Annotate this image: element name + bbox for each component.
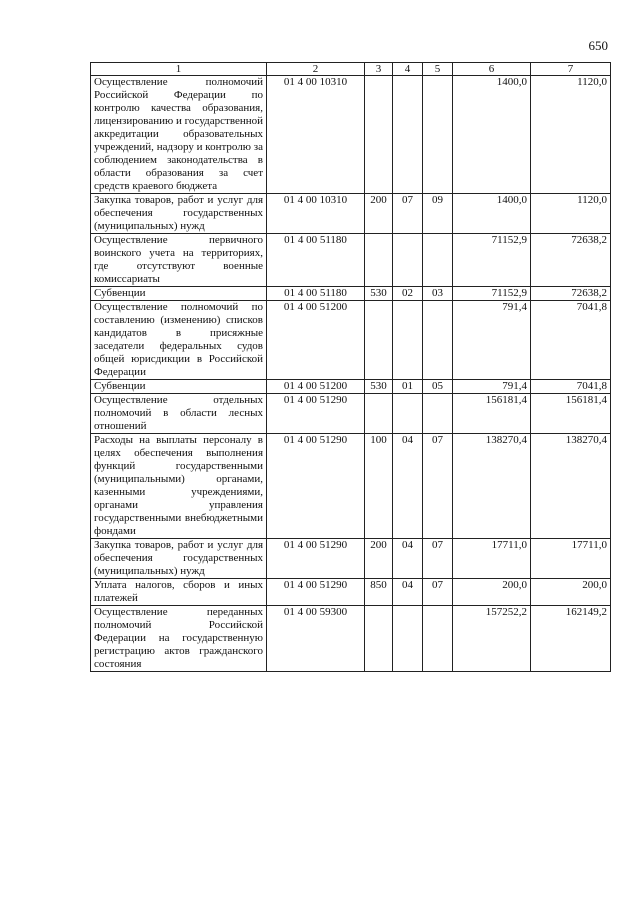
item-col5: 07 bbox=[423, 579, 453, 606]
item-code: 01 4 00 59300 bbox=[267, 606, 365, 672]
item-col4 bbox=[393, 606, 423, 672]
item-col4 bbox=[393, 394, 423, 434]
item-col3 bbox=[365, 394, 393, 434]
item-col3: 530 bbox=[365, 380, 393, 394]
item-col4 bbox=[393, 301, 423, 380]
header-col-4: 4 bbox=[393, 63, 423, 76]
item-name: Закупка товаров, работ и услуг для обеспечения государственных (муниципальных) нужд bbox=[91, 194, 267, 234]
item-amount-1: 156181,4 bbox=[453, 394, 531, 434]
item-name: Субвенции bbox=[91, 287, 267, 301]
item-col3: 200 bbox=[365, 194, 393, 234]
header-col-1: 1 bbox=[91, 63, 267, 76]
item-amount-2: 7041,8 bbox=[531, 301, 611, 380]
item-col4: 02 bbox=[393, 287, 423, 301]
item-amount-1: 1400,0 bbox=[453, 76, 531, 194]
table-row bbox=[91, 394, 611, 434]
item-name: Уплата налогов, сборов и иных платежей bbox=[91, 579, 267, 606]
item-col5 bbox=[423, 394, 453, 434]
item-col4: 07 bbox=[393, 194, 423, 234]
item-col4: 04 bbox=[393, 434, 423, 539]
item-col4: 04 bbox=[393, 579, 423, 606]
item-col5 bbox=[423, 76, 453, 194]
item-col5: 07 bbox=[423, 539, 453, 579]
item-name: Осуществление полномочий по составлению (изменению) списков кандидатов в присяжные заседатели федеральных судов общей юрисдикции в Российской Федерации bbox=[91, 301, 267, 380]
item-amount-1: 138270,4 bbox=[453, 434, 531, 539]
item-col4 bbox=[393, 76, 423, 194]
item-amount-1: 1400,0 bbox=[453, 194, 531, 234]
item-col3: 530 bbox=[365, 287, 393, 301]
item-amount-2: 7041,8 bbox=[531, 380, 611, 394]
item-code: 01 4 00 10310 bbox=[267, 76, 365, 194]
item-code: 01 4 00 10310 bbox=[267, 194, 365, 234]
item-col3 bbox=[365, 606, 393, 672]
item-amount-2: 162149,2 bbox=[531, 606, 611, 672]
header-col-7: 7 bbox=[531, 63, 611, 76]
item-col3 bbox=[365, 301, 393, 380]
table-row bbox=[91, 287, 611, 301]
table-row bbox=[91, 194, 611, 234]
header-col-3: 3 bbox=[365, 63, 393, 76]
item-amount-2: 72638,2 bbox=[531, 287, 611, 301]
item-col3: 100 bbox=[365, 434, 393, 539]
item-amount-1: 71152,9 bbox=[453, 234, 531, 287]
item-col5: 05 bbox=[423, 380, 453, 394]
header-col-5: 5 bbox=[423, 63, 453, 76]
table-header-row bbox=[91, 63, 611, 76]
item-code: 01 4 00 51180 bbox=[267, 287, 365, 301]
item-col4: 01 bbox=[393, 380, 423, 394]
header-col-6: 6 bbox=[453, 63, 531, 76]
item-amount-2: 1120,0 bbox=[531, 76, 611, 194]
item-amount-2: 72638,2 bbox=[531, 234, 611, 287]
item-col5: 03 bbox=[423, 287, 453, 301]
item-amount-1: 791,4 bbox=[453, 301, 531, 380]
item-code: 01 4 00 51290 bbox=[267, 579, 365, 606]
table-row bbox=[91, 76, 611, 194]
item-amount-1: 157252,2 bbox=[453, 606, 531, 672]
item-amount-2: 17711,0 bbox=[531, 539, 611, 579]
item-col5: 09 bbox=[423, 194, 453, 234]
item-name: Осуществление первичного воинского учета на территориях, где отсутствуют военные комиссариаты bbox=[91, 234, 267, 287]
item-col4 bbox=[393, 234, 423, 287]
table-row bbox=[91, 301, 611, 380]
item-code: 01 4 00 51290 bbox=[267, 539, 365, 579]
table-row bbox=[91, 579, 611, 606]
budget-table bbox=[90, 62, 611, 672]
item-name: Расходы на выплаты персоналу в целях обеспечения выполнения функций государственными (муниципальными) органами, казенными учреждениями, органами управления государственными внебюджетными фондами bbox=[91, 434, 267, 539]
header-col-2: 2 bbox=[267, 63, 365, 76]
item-amount-2: 1120,0 bbox=[531, 194, 611, 234]
item-code: 01 4 00 51200 bbox=[267, 301, 365, 380]
item-amount-1: 200,0 bbox=[453, 579, 531, 606]
item-col4: 04 bbox=[393, 539, 423, 579]
table-row bbox=[91, 434, 611, 539]
item-name: Осуществление переданных полномочий Российской Федерации на государственную регистрацию актов гражданского состояния bbox=[91, 606, 267, 672]
item-amount-1: 791,4 bbox=[453, 380, 531, 394]
item-code: 01 4 00 51180 bbox=[267, 234, 365, 287]
item-amount-1: 71152,9 bbox=[453, 287, 531, 301]
item-code: 01 4 00 51290 bbox=[267, 434, 365, 539]
item-col3 bbox=[365, 76, 393, 194]
item-amount-2: 200,0 bbox=[531, 579, 611, 606]
item-col3 bbox=[365, 234, 393, 287]
item-name: Закупка товаров, работ и услуг для обеспечения государственных (муниципальных) нужд bbox=[91, 539, 267, 579]
table-row bbox=[91, 606, 611, 672]
item-name: Осуществление отдельных полномочий в области лесных отношений bbox=[91, 394, 267, 434]
page-number: 650 bbox=[588, 38, 608, 53]
item-amount-2: 156181,4 bbox=[531, 394, 611, 434]
item-amount-1: 17711,0 bbox=[453, 539, 531, 579]
table-body bbox=[91, 76, 611, 672]
item-name: Субвенции bbox=[91, 380, 267, 394]
table-row bbox=[91, 380, 611, 394]
item-col3: 200 bbox=[365, 539, 393, 579]
item-col5 bbox=[423, 234, 453, 287]
item-col5 bbox=[423, 606, 453, 672]
table-row bbox=[91, 234, 611, 287]
item-col5 bbox=[423, 301, 453, 380]
item-col5: 07 bbox=[423, 434, 453, 539]
item-code: 01 4 00 51200 bbox=[267, 380, 365, 394]
item-code: 01 4 00 51290 bbox=[267, 394, 365, 434]
table-row bbox=[91, 539, 611, 579]
item-name: Осуществление полномочий Российской Федерации по контролю качества образования, лицензированию и государственной аккредитации образовательных учреждений, надзору и контролю за соблюдением законодательства в области образования за счет средств краевого бюджета bbox=[91, 76, 267, 194]
item-col3: 850 bbox=[365, 579, 393, 606]
item-amount-2: 138270,4 bbox=[531, 434, 611, 539]
